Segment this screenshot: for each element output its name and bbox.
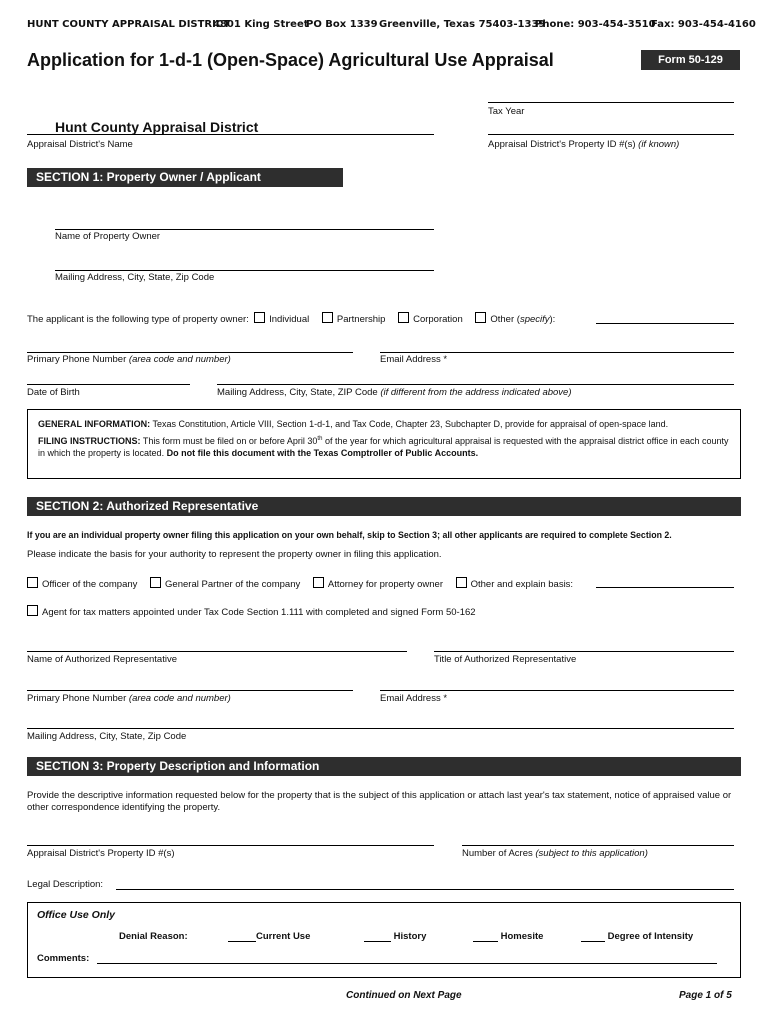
- basis-officer[interactable]: Officer of the company: [27, 579, 137, 590]
- comments-field[interactable]: [97, 963, 717, 964]
- comments-label: Comments:: [37, 953, 90, 964]
- reason-current-use[interactable]: Current Use: [228, 931, 310, 942]
- header-street: 4801 King Street: [213, 19, 309, 30]
- owner-type-other-field[interactable]: [596, 323, 734, 324]
- checkbox-icon[interactable]: [150, 577, 161, 588]
- section3-heading: SECTION 3: Property Description and Information: [27, 757, 741, 776]
- filing-instructions-text: FILING INSTRUCTIONS: This form must be filed on or before April 30th of the year for which agricultural appraisal is requested with the appraisal district office in each county in which the property is located. Do not file this document with the Texas Comptroller of Public Accounts.: [38, 436, 729, 458]
- owner-phone-field[interactable]: [27, 352, 353, 353]
- property-id-label: Appraisal District's Property ID #(s) (if known): [488, 139, 680, 150]
- general-info-box: [27, 409, 741, 479]
- legal-description-label: Legal Description:: [27, 879, 104, 890]
- basis-agent[interactable]: Agent for tax matters appointed under Tax Code Section 1.111 with completed and signed Form 50-162: [27, 605, 476, 618]
- rep-phone-label: Primary Phone Number (area code and number): [27, 693, 231, 704]
- general-info-text: GENERAL INFORMATION: Texas Constitution, Article VIII, Section 1-d-1, and Tax Code, Chapter 23, Subchapter D, provide for appraisal of open-space land.: [38, 419, 669, 429]
- checkbox-icon[interactable]: [313, 577, 324, 588]
- alt-mailing-field[interactable]: [217, 384, 734, 385]
- owner-name-field[interactable]: [55, 229, 434, 230]
- district-name-label: Appraisal District's Name: [27, 139, 133, 150]
- rep-name-field[interactable]: [27, 651, 407, 652]
- checkbox-icon[interactable]: [27, 605, 38, 616]
- rep-email-label: Email Address *: [380, 693, 448, 704]
- owner-type-corporation[interactable]: Corporation: [398, 314, 463, 325]
- section2-skip-note: If you are an individual property owner filing this application on your own behalf, skip to Section 3; all other applicants are required to complete Section 2.: [27, 530, 672, 540]
- reason-homesite[interactable]: Homesite: [473, 931, 543, 942]
- checkbox-icon[interactable]: [398, 312, 409, 323]
- office-use-heading: Office Use Only: [37, 909, 116, 921]
- basis-general-partner[interactable]: General Partner of the company: [150, 579, 300, 590]
- reason-degree-of-intensity[interactable]: Degree of Intensity: [581, 931, 693, 942]
- basis-other-field[interactable]: [596, 587, 734, 588]
- legal-description-field[interactable]: [116, 889, 734, 890]
- rep-name-label: Name of Authorized Representative: [27, 654, 177, 665]
- owner-name-label: Name of Property Owner: [55, 231, 161, 242]
- basis-options-row: [27, 577, 573, 590]
- dob-label: Date of Birth: [27, 387, 80, 398]
- page-number: Page 1 of 5: [679, 990, 732, 1001]
- rep-title-field[interactable]: [434, 651, 734, 652]
- header-pobox: PO Box 1339: [306, 19, 378, 30]
- rep-mailing-field[interactable]: [27, 728, 734, 729]
- owner-type-individual[interactable]: Individual: [254, 314, 309, 325]
- acres-field[interactable]: [462, 845, 734, 846]
- page-title: Application for 1-d-1 (Open-Space) Agricultural Use Appraisal: [27, 50, 554, 70]
- header-district: HUNT COUNTY APPRAISAL DISTRICT: [27, 19, 231, 30]
- alt-mailing-label: Mailing Address, City, State, ZIP Code (if different from the address indicated above): [217, 387, 572, 398]
- rep-title-label: Title of Authorized Representative: [434, 654, 577, 665]
- owner-mailing-label: Mailing Address, City, State, Zip Code: [55, 272, 215, 283]
- owner-type-other[interactable]: Other (specify):: [475, 314, 555, 325]
- header-phone: Phone: 903-454-3510: [535, 19, 656, 30]
- section2-heading: SECTION 2: Authorized Representative: [27, 497, 741, 516]
- checkbox-icon[interactable]: [27, 577, 38, 588]
- owner-mailing-field[interactable]: [55, 270, 434, 271]
- property-id-field[interactable]: [488, 134, 734, 135]
- owner-type-row: [27, 312, 555, 325]
- header-fax: Fax: 903-454-4160: [651, 19, 756, 30]
- rep-phone-field[interactable]: [27, 690, 353, 691]
- basis-other[interactable]: Other and explain basis:: [456, 579, 573, 590]
- checkbox-icon[interactable]: [475, 312, 486, 323]
- checkbox-icon[interactable]: [322, 312, 333, 323]
- continued-note: Continued on Next Page: [346, 990, 462, 1001]
- section3-property-id-field[interactable]: [27, 845, 434, 846]
- basis-attorney[interactable]: Attorney for property owner: [313, 579, 443, 590]
- section3-property-id-label: Appraisal District's Property ID #(s): [27, 848, 175, 859]
- acres-label: Number of Acres (subject to this application): [462, 848, 648, 859]
- header-city: Greenville, Texas 75403-1339: [379, 19, 546, 30]
- dob-field[interactable]: [27, 384, 190, 385]
- tax-year-field[interactable]: [488, 102, 734, 103]
- rep-email-field[interactable]: [380, 690, 734, 691]
- checkbox-icon[interactable]: [254, 312, 265, 323]
- section1-heading: SECTION 1: Property Owner / Applicant: [27, 168, 343, 187]
- reason-history[interactable]: History: [364, 931, 426, 942]
- district-name-field[interactable]: [27, 134, 434, 135]
- rep-mailing-label: Mailing Address, City, State, Zip Code: [27, 731, 187, 742]
- section3-instructions: Provide the descriptive information requested below for the property that is the subject of this application or attach last year's tax statement, notice of appraised value or other correspondence identifying the property.: [27, 790, 732, 813]
- owner-email-label: Email Address *: [380, 354, 448, 365]
- office-use-box: [27, 902, 741, 978]
- section2-basis-prompt: Please indicate the basis for your authority to represent the property owner in filing this application.: [27, 549, 442, 560]
- form-number-badge: Form 50-129: [641, 50, 740, 70]
- tax-year-label: Tax Year: [488, 106, 525, 117]
- district-name-value: Hunt County Appraisal District: [55, 119, 259, 135]
- owner-type-prompt: The applicant is the following type of property owner:: [27, 314, 249, 325]
- owner-phone-label: Primary Phone Number (area code and number): [27, 354, 231, 365]
- denial-reason-label: Denial Reason:: [119, 931, 188, 942]
- checkbox-icon[interactable]: [456, 577, 467, 588]
- owner-type-partnership[interactable]: Partnership: [322, 314, 386, 325]
- owner-email-field[interactable]: [380, 352, 734, 353]
